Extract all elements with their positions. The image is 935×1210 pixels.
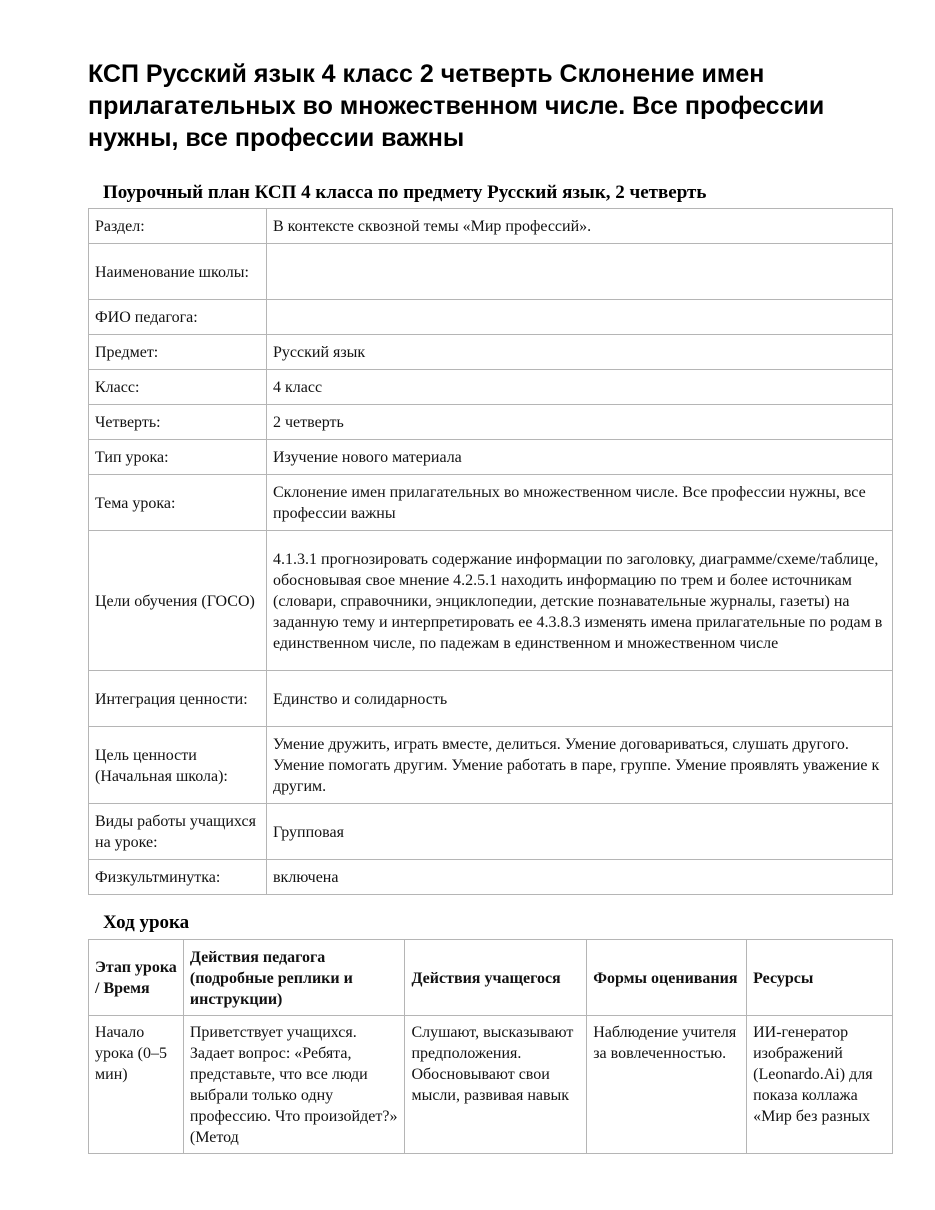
table-row: [89, 300, 893, 335]
table-row: [89, 370, 893, 405]
row-label: Цель ценности (Начальная школа):: [89, 727, 267, 804]
row-label: Физкультминутка:: [89, 860, 267, 895]
table-row: [89, 804, 893, 860]
cell-student-actions: Слушают, высказывают предположения. Обосновывают свои мысли, развивая навык: [405, 1016, 587, 1154]
row-value: включена: [267, 860, 893, 895]
row-value: 4.1.3.1 прогнозировать содержание информации по заголовку, диаграмме/схеме/таблице, обосновывая свое мнение 4.2.5.1 находить информацию по трем и более источникам (словари, справочники, энциклопедии, детские познавательные журналы, газеты) на заданную тему и интерпретировать ее 4.3.8.3 изменять имена прилагательные по родам в единственном числе, по падежам в единственном и множественном числе: [267, 531, 893, 671]
row-label: ФИО педагога:: [89, 300, 267, 335]
table-row: [89, 531, 893, 671]
row-label: Наименование школы:: [89, 244, 267, 300]
table-row: [89, 727, 893, 804]
row-label: Интеграция ценности:: [89, 671, 267, 727]
table-row: [89, 335, 893, 370]
header-resources: Ресурсы: [747, 940, 893, 1016]
row-value: Групповая: [267, 804, 893, 860]
table-row: [89, 440, 893, 475]
lesson-table-header-row: [89, 940, 893, 1016]
cell-stage: Начало урока (0–5 мин): [89, 1016, 184, 1154]
row-label: Цели обучения (ГОСО): [89, 531, 267, 671]
row-label: Раздел:: [89, 209, 267, 244]
lesson-heading: Ход урока: [103, 912, 190, 933]
row-label: Тема урока:: [89, 475, 267, 531]
row-value: В контексте сквозной темы «Мир профессий».: [267, 209, 893, 244]
row-label: Класс:: [89, 370, 267, 405]
info-table: [88, 208, 893, 895]
cell-resources: ИИ-генератор изображений (Leonardo.Ai) для показа коллажа «Мир без разных: [747, 1016, 893, 1154]
header-stage: Этап урока / Время: [89, 940, 184, 1016]
table-row: [89, 860, 893, 895]
table-row: [89, 405, 893, 440]
row-label: Предмет:: [89, 335, 267, 370]
table-row: [89, 209, 893, 244]
row-value: Изучение нового материала: [267, 440, 893, 475]
row-value: 4 класс: [267, 370, 893, 405]
table-row: [89, 671, 893, 727]
header-student-actions: Действия учащегося: [405, 940, 587, 1016]
row-value: Единство и солидарность: [267, 671, 893, 727]
row-label: Четверть:: [89, 405, 267, 440]
row-value: 2 четверть: [267, 405, 893, 440]
row-label: Тип урока:: [89, 440, 267, 475]
table-row: [89, 1016, 893, 1154]
info-table-body: [89, 209, 893, 895]
document-title: КСП Русский язык 4 класс 2 четверть Склонение имен прилагательных во множественном числе. Все профессии нужны, все профессии важны: [88, 60, 825, 152]
header-teacher-actions: Действия педагога (подробные реплики и инструкции): [183, 940, 405, 1016]
document-page: [88, 58, 893, 1154]
row-value: Русский язык: [267, 335, 893, 370]
row-value: Склонение имен прилагательных во множественном числе. Все профессии нужны, все профессии важны: [267, 475, 893, 531]
row-value: Умение дружить, играть вместе, делиться. Умение договариваться, слушать другого. Умение помогать другим. Умение работать в паре, группе. Умение проявлять уважение к другим.: [267, 727, 893, 804]
table-row: [89, 244, 893, 300]
row-label: Виды работы учащихся на уроке:: [89, 804, 267, 860]
cell-teacher-actions: Приветствует учащихся. Задает вопрос: «Ребята, представьте, что все люди выбрали только одну профессию. Что произойдет?» (Метод: [183, 1016, 405, 1154]
cell-assessment: Наблюдение учителя за вовлеченностью.: [587, 1016, 747, 1154]
plan-heading: Поурочный план КСП 4 класса по предмету Русский язык, 2 четверть: [103, 182, 707, 203]
row-value: [267, 244, 893, 300]
table-row: [89, 475, 893, 531]
header-assessment: Формы оценивания: [587, 940, 747, 1016]
row-value: [267, 300, 893, 335]
lesson-table: [88, 939, 893, 1154]
